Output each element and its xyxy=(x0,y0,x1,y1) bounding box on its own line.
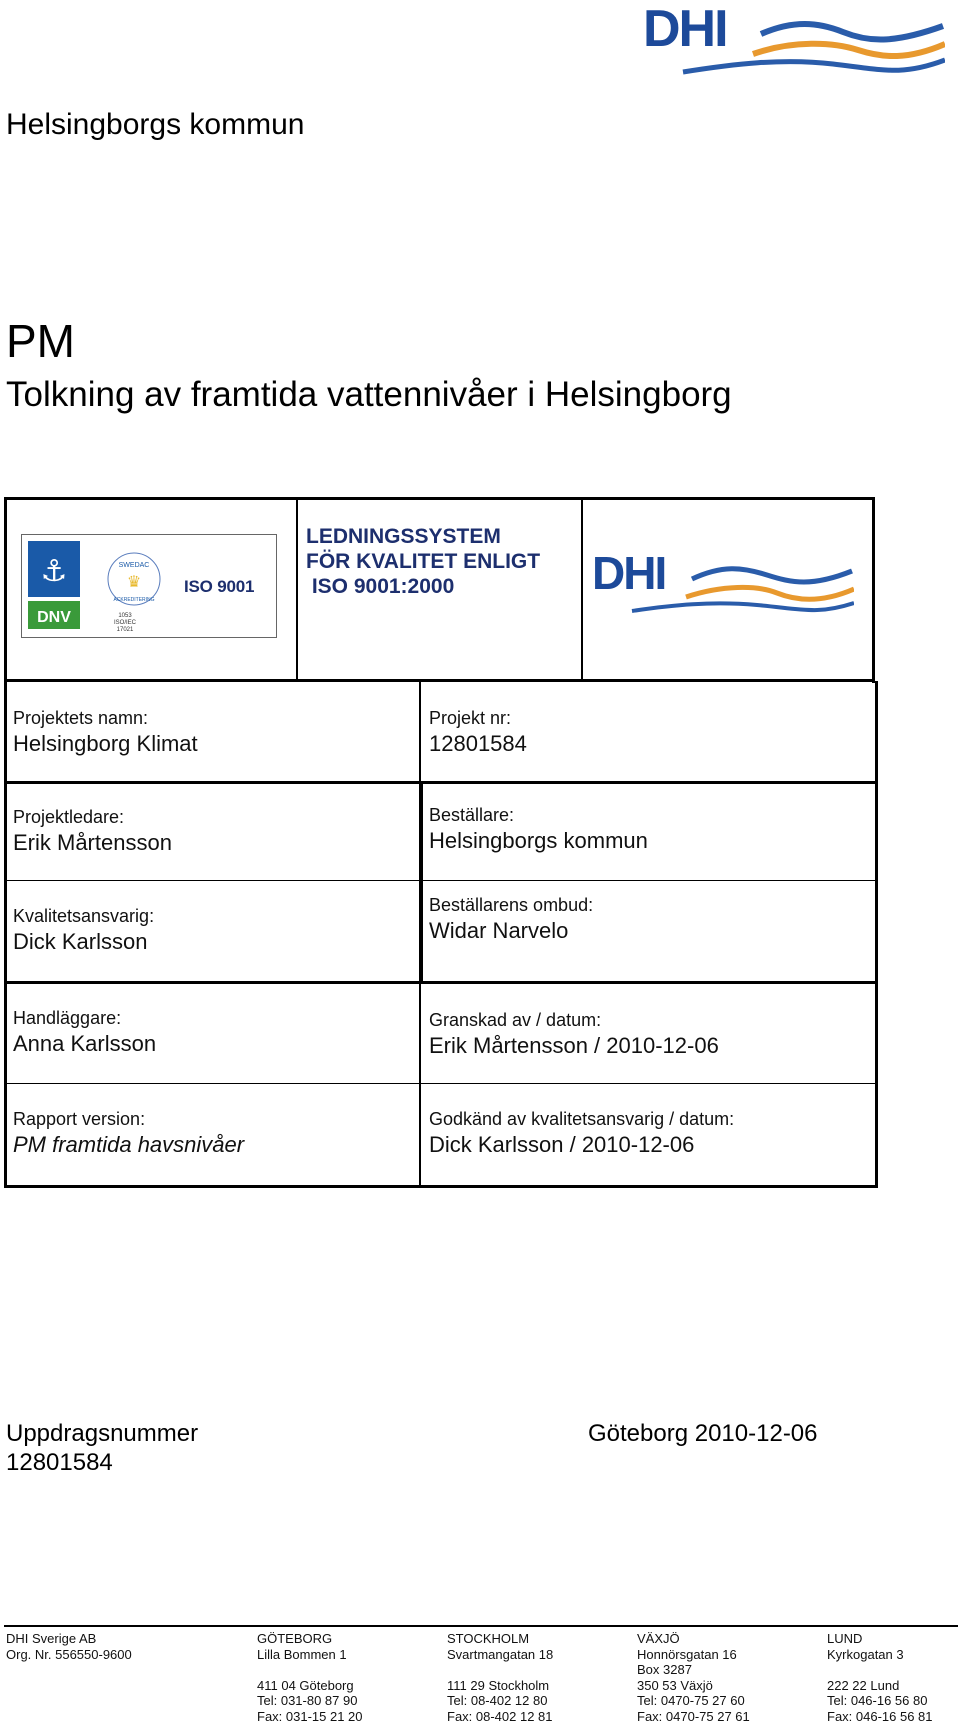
reviewed-value: Erik Mårtensson / 2010-12-06 xyxy=(429,1033,719,1058)
dhi-logo-small xyxy=(592,541,854,621)
iso-label: ISO 9001 xyxy=(184,577,255,596)
assignment-number: 12801584 xyxy=(6,1449,113,1476)
project-no-value: 12801584 xyxy=(429,731,527,756)
approved-value: Dick Karlsson / 2010-12-06 xyxy=(429,1132,695,1157)
project-name-label: Projektets namn: xyxy=(13,708,149,728)
handler-cell xyxy=(13,1007,156,1057)
svg-text:⚓: ⚓ xyxy=(40,554,68,589)
client-rep-value: Widar Narvelo xyxy=(429,918,569,943)
approved-label: Godkänd av kvalitetsansvarig / datum: xyxy=(429,1109,735,1129)
project-name-cell xyxy=(13,707,198,757)
handler-value: Anna Karlsson xyxy=(13,1031,157,1056)
client-cell xyxy=(429,804,648,854)
project-lead-value: Erik Mårtensson xyxy=(13,830,172,855)
iso-certificate-logo xyxy=(21,534,277,638)
approved-cell xyxy=(429,1108,734,1158)
footer-col-lund: LUND Kyrkogatan 3 222 22 Lund Tel: 046-16 56 80 Fax: 046-16 56 81 xyxy=(827,1631,933,1724)
info-table xyxy=(4,497,875,1188)
quality-label: Kvalitetsansvarig: xyxy=(13,906,155,926)
svg-text:DNV: DNV xyxy=(37,609,71,626)
report-version-value: PM framtida havsnivåer xyxy=(13,1132,245,1157)
svg-text:DHI: DHI xyxy=(592,547,666,599)
client-value: Helsingborgs kommun xyxy=(429,828,648,853)
svg-text:♛: ♛ xyxy=(126,572,142,591)
assignment-label: Uppdragsnummer xyxy=(6,1420,199,1447)
quality-value: Dick Karlsson xyxy=(13,929,148,954)
client-name: Helsingborgs kommun xyxy=(6,108,305,141)
document-type: PM xyxy=(6,315,75,367)
place-date: Göteborg 2010-12-06 xyxy=(588,1420,818,1447)
management-system-text: LEDNINGSSYSTEM FÖR KVALITET ENLIGT ISO 9001:2000 xyxy=(306,525,541,598)
footer-col-stockholm: STOCKHOLM Svartmangatan 18 111 29 Stockholm Tel: 08-402 12 80 Fax: 08-402 12 81 xyxy=(447,1631,554,1724)
footer-col-company: DHI Sverige AB Org. Nr. 556550-9600 xyxy=(6,1631,132,1662)
client-rep-label: Beställarens ombud: xyxy=(429,895,594,915)
report-version-cell xyxy=(13,1108,244,1158)
dnv-logo xyxy=(28,541,80,629)
dhi-logo xyxy=(643,2,945,82)
accreditation-number: 1053 ISO/IEC 17021 xyxy=(113,613,136,633)
handler-label: Handläggare: xyxy=(13,1008,122,1028)
report-version-label: Rapport version: xyxy=(13,1109,146,1129)
svg-text:ACKREDITERING: ACKREDITERING xyxy=(113,597,155,603)
footer-col-goteborg: GÖTEBORG Lilla Bommen 1 411 04 Göteborg Tel: 031-80 87 90 Fax: 031-15 21 20 xyxy=(257,1631,363,1724)
reviewed-cell xyxy=(429,1009,719,1059)
svg-text:DHI: DHI xyxy=(643,2,727,58)
document-title: Tolkning av framtida vattennivåer i Helsingborg xyxy=(6,375,732,414)
quality-cell xyxy=(13,905,154,955)
swedac-seal-icon xyxy=(104,549,164,609)
reviewed-label: Granskad av / datum: xyxy=(429,1010,602,1030)
project-no-cell xyxy=(429,707,527,757)
svg-text:SWEDAC: SWEDAC xyxy=(118,562,150,569)
client-rep-cell xyxy=(429,894,593,944)
client-label: Beställare: xyxy=(429,805,515,825)
project-name-value: Helsingborg Klimat xyxy=(13,731,198,756)
footer-col-vaxjo: VÄXJÖ Honnörsgatan 16 Box 3287 350 53 Växjö Tel: 0470-75 27 60 Fax: 0470-75 27 61 xyxy=(637,1631,750,1724)
project-lead-label: Projektledare: xyxy=(13,807,125,827)
footer-divider xyxy=(4,1625,958,1627)
project-no-label: Projekt nr: xyxy=(429,708,512,728)
project-lead-cell xyxy=(13,806,172,856)
